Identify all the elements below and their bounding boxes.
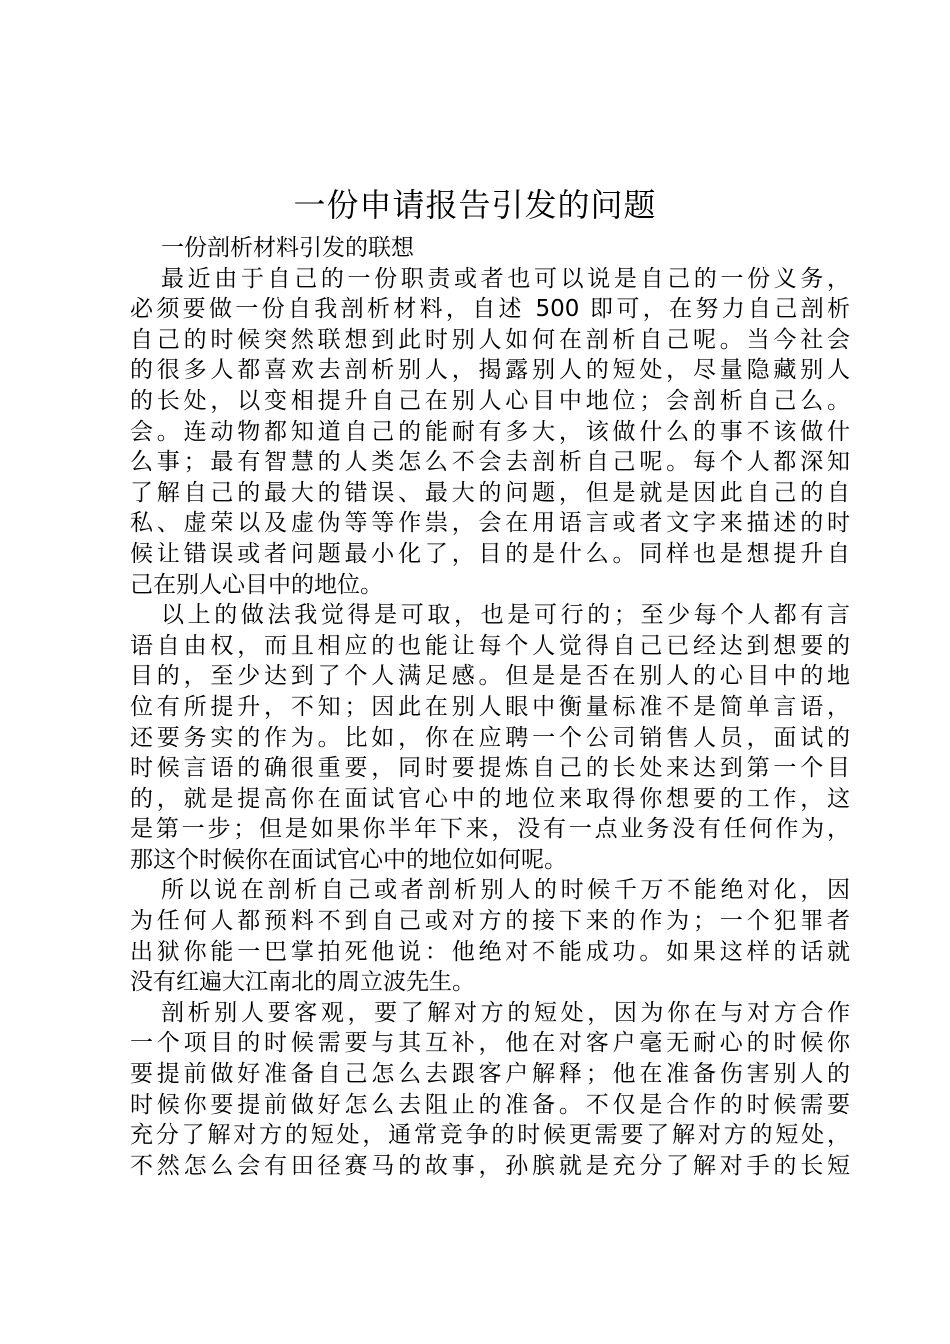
paragraph-line: 候让错误或者问题最小化了，目的是什么。同样也是想提升自 xyxy=(130,540,850,567)
paragraph-line: 时候言语的确很重要，同时要提炼自己的长处来达到第一个目 xyxy=(130,755,850,782)
document-body xyxy=(130,233,850,1181)
document-title: 一份申请报告引发的问题 xyxy=(293,186,657,224)
paragraph-line: 必须要做一份自我剖析材料，自述 500 即可，在努力自己剖析 xyxy=(130,296,850,323)
paragraph-line: 的，就是提高你在面试官心中的地位来取得你想要的工作，这 xyxy=(130,785,850,812)
paragraph-line: 为任何人都预料不到自己或对方的接下来的作为；一个犯罪者 xyxy=(130,908,850,935)
paragraph-line: 要提前做好准备自己怎么去跟客户解释；他在准备伤害别人的 xyxy=(130,1061,850,1088)
paragraph-line: 充分了解对方的短处，通常竞争的时候更需要了解对方的短处， xyxy=(130,1122,850,1149)
paragraph-line: 私、虚荣以及虚伪等等作祟，会在用语言或者文字来描述的时 xyxy=(130,510,850,537)
paragraph-line: 出狱你能一巴掌拍死他说：他绝对不能成功。如果这样的话就 xyxy=(130,938,850,965)
paragraph-line: 是第一步；但是如果你半年下来，没有一点业务没有任何作为， xyxy=(130,816,850,843)
paragraph-line: 了解自己的最大的错误、最大的问题，但是就是因此自己的自 xyxy=(130,479,850,506)
paragraph-line: 所以说在剖析自己或者剖析别人的时候千万不能绝对化，因 xyxy=(161,877,850,904)
paragraph-line: 还要务实的作为。比如，你在应聘一个公司销售人员，面试的 xyxy=(130,724,850,751)
paragraph-line: 么事；最有智慧的人类怎么不会去剖析自己呢。每个人都深知 xyxy=(130,449,850,476)
paragraph-line: 一个项目的时候需要与其互补，他在对客户毫无耐心的时候你 xyxy=(130,1030,850,1057)
paragraph-line: 不然怎么会有田径赛马的故事，孙膑就是充分了解对手的长短 xyxy=(130,1152,850,1179)
paragraph-line: 己在别人心目中的地位。 xyxy=(130,571,383,598)
paragraph-line: 最近由于自己的一份职责或者也可以说是自己的一份义务， xyxy=(161,265,850,292)
paragraph-line: 会。连动物都知道自己的能耐有多大，该做什么的事不该做什 xyxy=(130,418,850,445)
paragraph-line: 以上的做法我觉得是可取，也是可行的；至少每个人都有言 xyxy=(161,602,850,629)
paragraph-line: 剖析别人要客观，要了解对方的短处，因为你在与对方合作 xyxy=(161,999,850,1026)
paragraph-line: 语自由权，而且相应的也能让每个人觉得自己已经达到想要的 xyxy=(130,632,850,659)
paragraph-line: 目的，至少达到了个人满足感。但是是否在别人的心目中的地 xyxy=(130,663,850,690)
subtitle-line: 一份剖析材料引发的联想 xyxy=(161,235,414,261)
paragraph-line: 的很多人都喜欢去剖析别人，揭露别人的短处，尽量隐藏别人 xyxy=(130,357,850,384)
paragraph-line: 时候你要提前做好怎么去阻止的准备。不仅是合作的时候需要 xyxy=(130,1091,850,1118)
paragraph-line: 的长处，以变相提升自己在别人心目中地位；会剖析自己么。 xyxy=(130,387,850,414)
paragraph-line: 自己的时候突然联想到此时别人如何在剖析自己呢。当今社会 xyxy=(130,326,850,353)
paragraph-line: 位有所提升，不知；因此在别人眼中衡量标准不是简单言语， xyxy=(130,693,850,720)
paragraph-line: 没有红遍大江南北的周立波先生。 xyxy=(130,969,475,996)
paragraph-line: 那这个时候你在面试官心中的地位如何呢。 xyxy=(130,846,567,873)
